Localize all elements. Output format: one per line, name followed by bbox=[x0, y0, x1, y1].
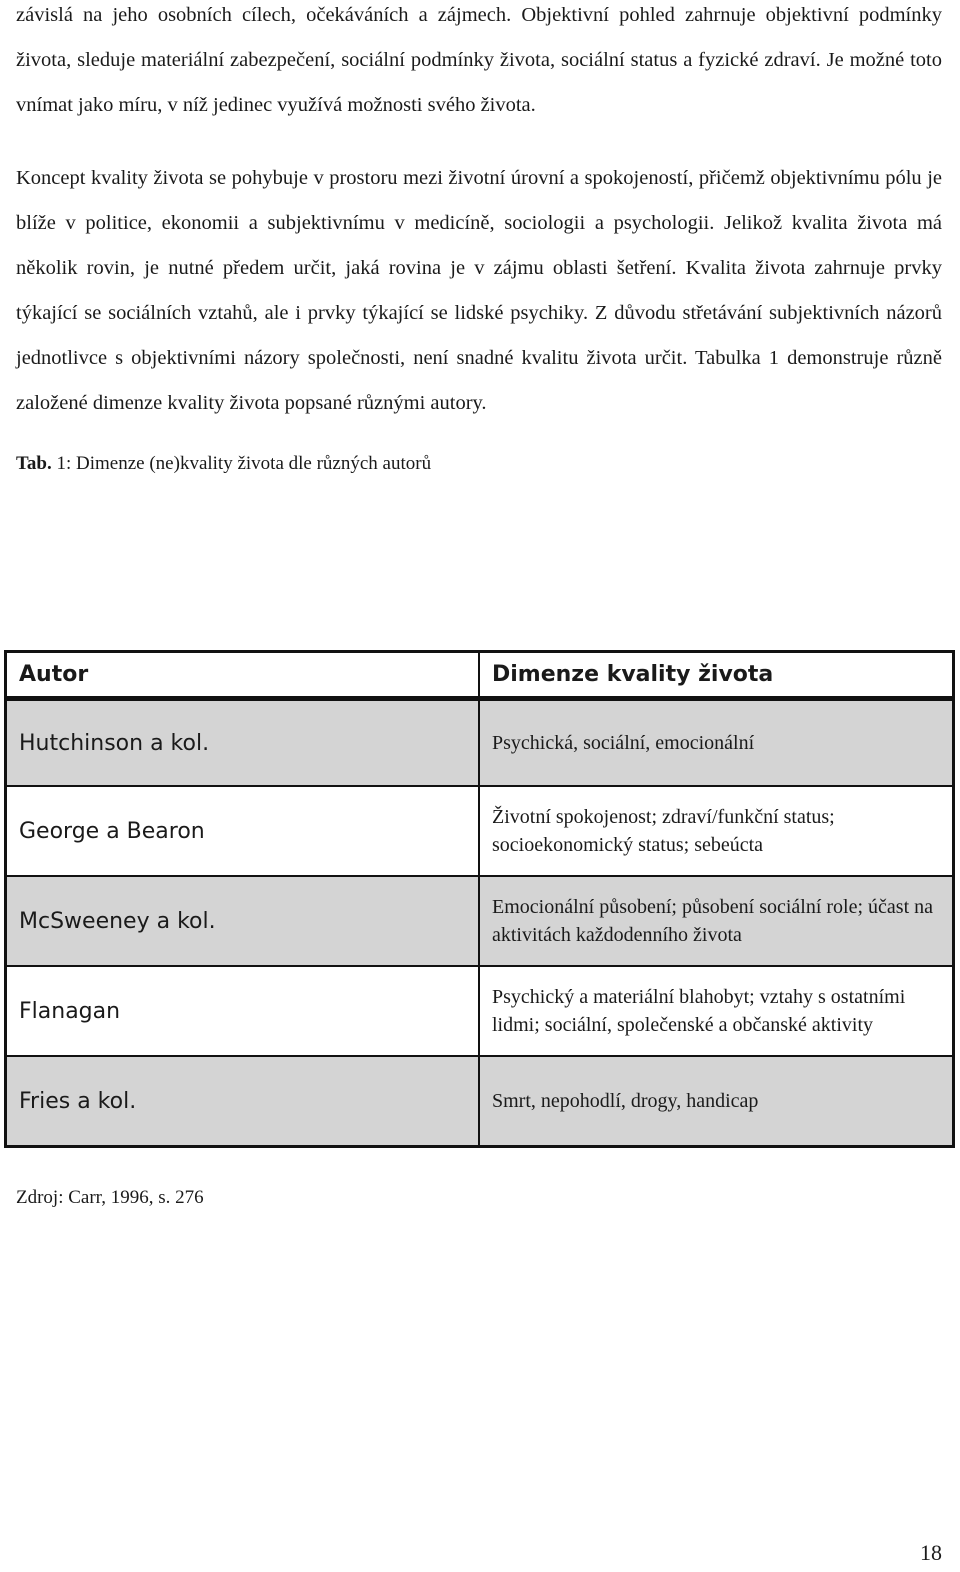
header-author: Autor bbox=[6, 652, 479, 700]
author-cell: Flanagan bbox=[6, 966, 479, 1056]
table-row bbox=[6, 700, 953, 786]
table-source: Zdroj: Carr, 1996, s. 276 bbox=[16, 1187, 204, 1208]
author-cell: Hutchinson a kol. bbox=[6, 700, 479, 786]
paragraph-quality-of-life-concept: Koncept kvality života se pohybuje v prostoru mezi životní úrovní a spokojeností, přičemž objektivnímu pólu je blíže v politice, ekonomii a subjektivnímu v medicíně, sociologii a psychologii. Jelikož kvalita života má několik rovin, je nutné předem určit, jaká rovina je v zájmu oblasti šetření. Kvalita života zahrnuje prvky týkající se sociálních vztahů, ale i prvky týkající se lidské psychiky. Z důvodu střetávání subjektivních názorů jednotlivce s objektivními názory společnosti, není snadné kvalitu života určit. Tabulka 1 demonstruje různě založené dimenze kvality života popsané různými autory. bbox=[16, 167, 942, 414]
table-caption bbox=[16, 452, 942, 476]
table-caption-text: : Dimenze (ne)kvality života dle různých autorů bbox=[66, 453, 432, 474]
document-page bbox=[16, 0, 942, 476]
dimensions-table bbox=[4, 650, 955, 1148]
dimension-cell: Psychická, sociální, emocionální bbox=[479, 700, 953, 786]
table-row bbox=[6, 786, 953, 876]
author-cell: McSweeney a kol. bbox=[6, 876, 479, 966]
table-header-row bbox=[6, 652, 953, 700]
author-cell: George a Bearon bbox=[6, 786, 479, 876]
table-caption-number: 1 bbox=[56, 453, 66, 474]
table-row bbox=[6, 876, 953, 966]
paragraph-objective-view: závislá na jeho osobních cílech, očekáváních a zájmech. Objektivní pohled zahrnuje objektivní podmínky života, sleduje materiální zabezpečení, sociální podmínky života, sociální status a fyzické zdraví. Je možné toto vnímat jako míru, v níž jedinec využívá možnosti svého života. bbox=[16, 4, 942, 116]
dimension-cell: Smrt, nepohodlí, drogy, handicap bbox=[479, 1056, 953, 1146]
table-row bbox=[6, 1056, 953, 1146]
dimension-cell: Psychický a materiální blahobyt; vztahy s ostatními lidmi; sociální, společenské a občanské aktivity bbox=[479, 966, 953, 1056]
author-cell: Fries a kol. bbox=[6, 1056, 479, 1146]
dimension-cell: Emocionální působení; působení sociální role; účast na aktivitách každodenního života bbox=[479, 876, 953, 966]
table-caption-label: Tab. bbox=[16, 453, 57, 474]
page-number: 18 bbox=[920, 1540, 942, 1565]
header-dimension: Dimenze kvality života bbox=[479, 652, 953, 700]
dimension-cell: Životní spokojenost; zdraví/funkční status; socioekonomický status; sebeúcta bbox=[479, 786, 953, 876]
table-row bbox=[6, 966, 953, 1056]
